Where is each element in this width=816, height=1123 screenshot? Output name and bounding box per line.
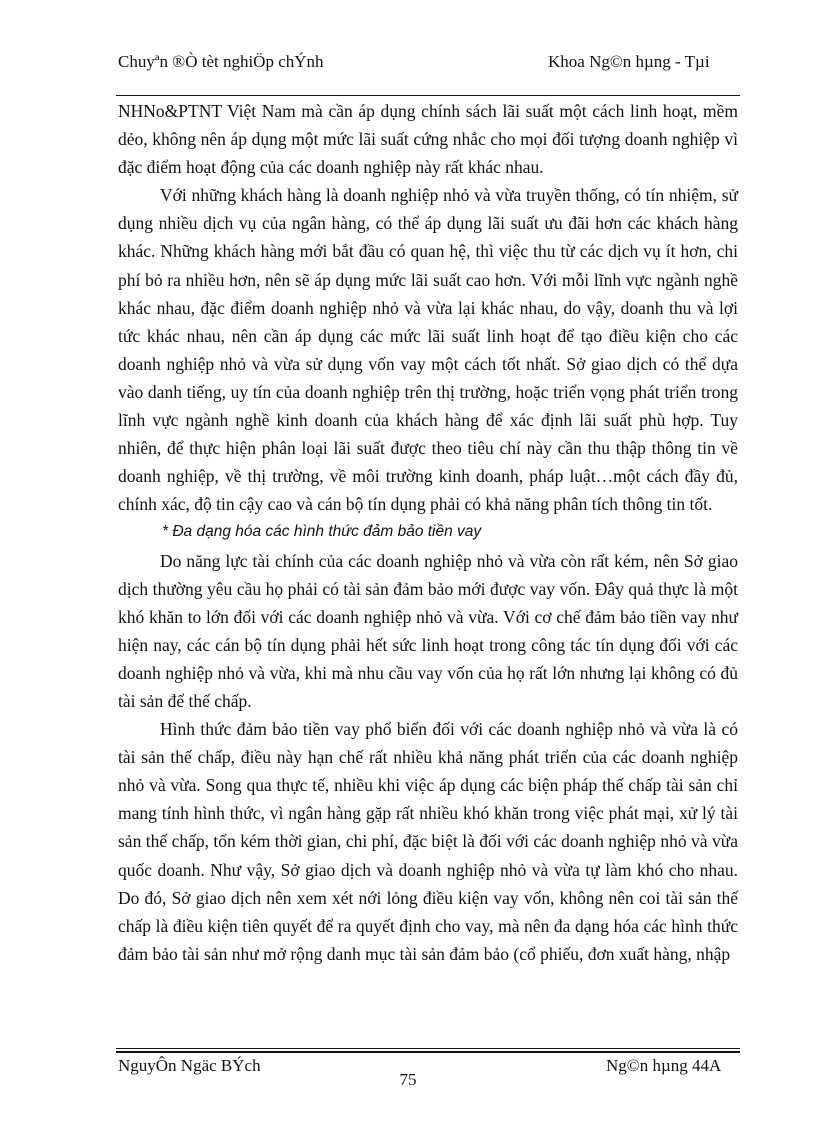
paragraph-continuation: NHNo&PTNT Việt Nam mà cần áp dụng chính sách lãi suất một cách linh hoạt, mềm dẻo, không nên áp dụng một mức lãi suất cứng nhắc cho mọi đối tượng doanh nghiệp vì đặc điểm hoạt động của các doanh nghiệp này rất khác nhau. xyxy=(118,101,738,178)
header-department: Khoa Ng©n hµng - Tµi xyxy=(548,52,710,71)
page-number: 75 xyxy=(399,1070,417,1089)
footer-author: NguyÔn Ngäc BÝch xyxy=(118,1056,261,1075)
section-subheading: * Đa dạng hóa các hình thức đảm bảo tiền vay xyxy=(162,523,482,541)
footer-rule-thick xyxy=(116,1051,740,1053)
paragraph-financial-capacity: Do năng lực tài chính của các doanh nghiệp nhỏ và vừa còn rất kém, nên Sở giao dịch thường yêu cầu họ phải có tài sản đảm bảo mới được vay vốn. Đây quả thực là một khó khăn to lớn đối với các doanh nghiệp nhỏ và vừa. Với cơ chế đảm bảo tiền vay như hiện nay, các cán bộ tín dụng phải hết sức linh hoạt trong công tác tín dụng đối với các doanh nghiệp nhỏ và vừa, khi mà nhu cầu vay vốn của họ rất lớn nhưng lại không có đủ tài sản để thế chấp. xyxy=(118,550,738,711)
header-chapter-title: Chuyªn ®Ò tèt nghiÖp chÝnh xyxy=(118,52,324,71)
header-rule xyxy=(116,95,740,96)
paragraph-collateral: Hình thức đảm bảo tiền vay phổ biến đối với các doanh nghiệp nhỏ và vừa là có tài sản thế chấp, điều này hạn chế rất nhiều khả năng phát triển của các doanh nghiệp nhỏ và vừa. Song qua thực tế, nhiều khi việc áp dụng các biện pháp thế chấp tài sản chỉ mang tính hình thức, vì ngân hàng gặp rất nhiều khó khăn trong việc phát mại, xử lý tài sản thế chấp, tốn kém thời gian, chi phí, đặc biệt là đối với các doanh nghiệp nhỏ và vừa quốc doanh. Như vậy, Sở giao dịch và doanh nghiệp nhỏ và vừa tự làm khó cho nhau. Do đó, Sở giao dịch nên xem xét nới lỏng điều kiện vay vốn, không nên coi tài sản thế chấp là điều kiện tiên quyết để ra quyết định cho vay, mà nên đa dạng hóa các hình thức đảm bảo tài sản như mở rộng danh mục tài sản đảm bảo (cổ phiếu, đơn xuất hàng, nhập xyxy=(118,719,738,964)
footer-rule-thin xyxy=(116,1048,740,1049)
paragraph-interest-rates: Với những khách hàng là doanh nghiệp nhỏ và vừa truyền thống, có tín nhiệm, sử dụng nhiều dịch vụ của ngân hàng, có thể áp dụng lãi suất ưu đãi hơn các khách hàng khác. Những khách hàng mới bắt đầu có quan hệ, thì việc thu từ các dịch vụ ít hơn, chi phí bỏ ra nhiều hơn, nên sẽ áp dụng mức lãi suất cao hơn. Với mỗi lĩnh vực ngành nghề khác nhau, đặc điểm doanh nghiệp nhỏ và vừa lại khác nhau, do vậy, doanh thu và lợi tức khác nhau, nên cần áp dụng các mức lãi suất linh hoạt để tạo điều kiện cho các doanh nghiệp nhỏ và vừa sử dụng vốn vay một cách tốt nhất. Sở giao dịch có thể dựa vào danh tiếng, uy tín của doanh nghiệp trên thị trường, hoặc triển vọng phát triển trong lĩnh vực ngành nghề kinh doanh của khách hàng để xác định lãi suất phù hợp. Tuy nhiên, để thực hiện phân loại lãi suất được theo tiêu chí này cần thu thập thông tin về doanh nghiệp, về thị trường, về môi trường kinh doanh, pháp luật…một cách đầy đủ, chính xác, độ tin cậy cao và cán bộ tín dụng phải có khả năng phân tích thông tin tốt. xyxy=(118,185,738,515)
document-body xyxy=(118,97,738,968)
footer-class: Ng©n hµng 44A xyxy=(606,1056,722,1075)
